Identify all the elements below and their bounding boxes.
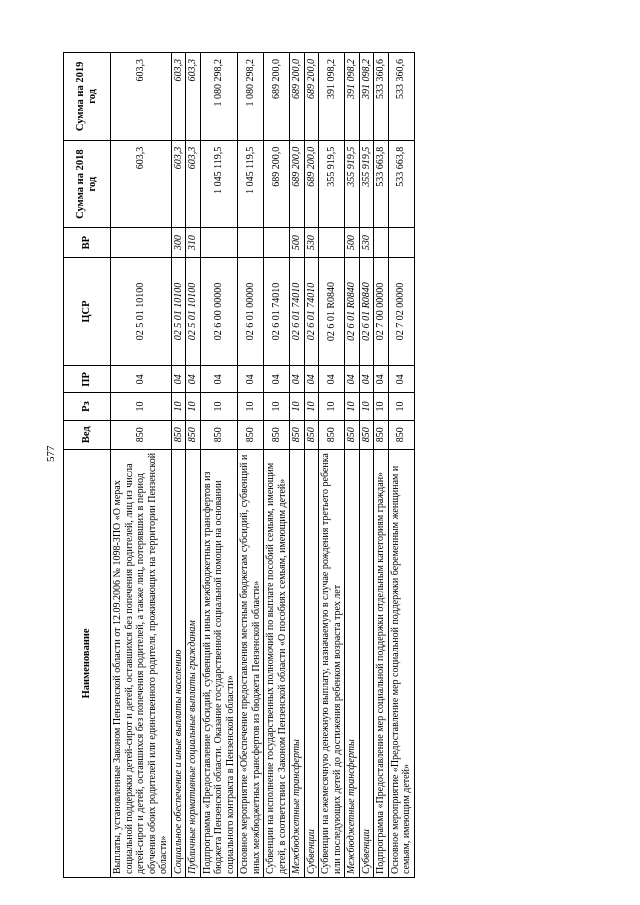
table-row bbox=[186, 53, 201, 878]
cell-rz: 10 bbox=[111, 393, 172, 420]
cell-sum-2018: 355 919,5 bbox=[345, 140, 360, 228]
cell-name: Подпрограмма «Предоставление субсидий, субвенций и иных межбюджетных трансфертов из бюджета Пензенской области. Оказание государственной социальной помощи на основании социального контракта в Пензенской области» bbox=[200, 449, 238, 877]
cell-ved: 850 bbox=[264, 420, 290, 449]
cell-name: Подпрограмма «Предоставление мер социальной поддержки отдельным категориям граждан» bbox=[374, 449, 389, 877]
cell-sum-2019: 533 360,6 bbox=[388, 53, 414, 141]
table-header-row bbox=[64, 53, 111, 878]
table-row bbox=[388, 53, 414, 878]
cell-vr: 500 bbox=[290, 228, 305, 257]
cell-name: Межбюджетные трансферты bbox=[290, 449, 305, 877]
cell-pr: 04 bbox=[388, 366, 414, 393]
rotated-table-wrap bbox=[63, 52, 415, 878]
cell-vr bbox=[264, 228, 290, 257]
table-row bbox=[290, 53, 305, 878]
cell-name: Публичные нормативные социальные выплаты гражданам bbox=[186, 449, 201, 877]
cell-name: Субвенции bbox=[304, 449, 319, 877]
header-pr: ПР bbox=[64, 366, 111, 393]
cell-pr: 04 bbox=[345, 366, 360, 393]
cell-sum-2018: 355 919,5 bbox=[359, 140, 374, 228]
cell-sum-2019: 603,3 bbox=[171, 53, 186, 141]
cell-csr: 02 6 01 74010 bbox=[290, 257, 305, 366]
cell-rz: 10 bbox=[374, 393, 389, 420]
cell-sum-2019: 533 360,6 bbox=[374, 53, 389, 141]
cell-pr: 04 bbox=[319, 366, 345, 393]
table-row bbox=[264, 53, 290, 878]
cell-sum-2019: 689 200,0 bbox=[264, 53, 290, 141]
cell-rz: 10 bbox=[264, 393, 290, 420]
cell-vr bbox=[388, 228, 414, 257]
cell-vr: 310 bbox=[186, 228, 201, 257]
cell-pr: 04 bbox=[359, 366, 374, 393]
cell-ved: 850 bbox=[238, 420, 264, 449]
cell-sum-2019: 689 200,0 bbox=[304, 53, 319, 141]
cell-csr: 02 6 01 R0840 bbox=[319, 257, 345, 366]
cell-vr bbox=[319, 228, 345, 257]
header-sum-2019: Сумма на 2019 год bbox=[64, 53, 111, 141]
cell-sum-2019: 689 200,0 bbox=[290, 53, 305, 141]
cell-sum-2018: 603,3 bbox=[111, 140, 172, 228]
table-row bbox=[171, 53, 186, 878]
table-row bbox=[319, 53, 345, 878]
cell-rz: 10 bbox=[319, 393, 345, 420]
cell-name: Субвенции на исполнение государственных полномочий по выплате пособий семьям, имеющим детей, в соответствии с Законом Пензенской области «О пособиях семьям, имеющим детей» bbox=[264, 449, 290, 877]
cell-rz: 10 bbox=[345, 393, 360, 420]
cell-name: Основное мероприятие «Обеспечение предоставления местным бюджетам субсидий, субвенций и иных межбюджетных трансфертов из бюджета Пензенской области» bbox=[238, 449, 264, 877]
table-row bbox=[359, 53, 374, 878]
cell-ved: 850 bbox=[171, 420, 186, 449]
cell-pr: 04 bbox=[264, 366, 290, 393]
cell-csr: 02 5 01 10100 bbox=[171, 257, 186, 366]
header-sum-2018: Сумма на 2018 год bbox=[64, 140, 111, 228]
cell-sum-2018: 1 045 119,5 bbox=[238, 140, 264, 228]
header-csr: ЦСР bbox=[64, 257, 111, 366]
cell-vr: 530 bbox=[359, 228, 374, 257]
cell-rz: 10 bbox=[238, 393, 264, 420]
cell-csr: 02 6 00 00000 bbox=[200, 257, 238, 366]
cell-sum-2019: 1 080 298,2 bbox=[200, 53, 238, 141]
cell-rz: 10 bbox=[200, 393, 238, 420]
cell-sum-2018: 533 663,8 bbox=[374, 140, 389, 228]
cell-sum-2018: 603,3 bbox=[186, 140, 201, 228]
cell-sum-2018: 689 200,0 bbox=[264, 140, 290, 228]
cell-rz: 10 bbox=[359, 393, 374, 420]
cell-rz: 10 bbox=[388, 393, 414, 420]
cell-sum-2018: 689 200,0 bbox=[290, 140, 305, 228]
cell-sum-2019: 391 098,2 bbox=[359, 53, 374, 141]
cell-pr: 04 bbox=[304, 366, 319, 393]
cell-csr: 02 6 01 74010 bbox=[304, 257, 319, 366]
cell-ved: 850 bbox=[319, 420, 345, 449]
cell-name: Выплаты, установленные Законом Пензенской области от 12.09.2006 № 1098-ЗПО «О мерах социальной поддержки детей-сирот и детей, оставшихся без попечения родителей, лиц из числа детей-сирот и детей, оставшихся без попечения родителей, а также лиц, потерявших в период обучения обоих родителей или единственного родителя, проживающих на территории Пензенской области» bbox=[111, 449, 172, 877]
cell-ved: 850 bbox=[200, 420, 238, 449]
cell-name: Субвенции на ежемесячную денежную выплату, назначаемую в случае рождения третьего ребенка или последующих детей до достижения ребенком возраста трех лет bbox=[319, 449, 345, 877]
cell-rz: 10 bbox=[304, 393, 319, 420]
cell-sum-2019: 603,3 bbox=[111, 53, 172, 141]
cell-vr: 530 bbox=[304, 228, 319, 257]
cell-vr bbox=[200, 228, 238, 257]
cell-rz: 10 bbox=[171, 393, 186, 420]
cell-csr: 02 5 01 10100 bbox=[186, 257, 201, 366]
cell-name: Субвенции bbox=[359, 449, 374, 877]
cell-rz: 10 bbox=[186, 393, 201, 420]
cell-rz: 10 bbox=[290, 393, 305, 420]
table-row bbox=[111, 53, 172, 878]
header-vr: ВР bbox=[64, 228, 111, 257]
cell-csr: 02 7 02 00000 bbox=[388, 257, 414, 366]
cell-vr: 500 bbox=[345, 228, 360, 257]
cell-ved: 850 bbox=[345, 420, 360, 449]
cell-ved: 850 bbox=[359, 420, 374, 449]
table-row bbox=[200, 53, 238, 878]
cell-vr bbox=[111, 228, 172, 257]
budget-table bbox=[63, 52, 415, 878]
cell-sum-2019: 1 080 298,2 bbox=[238, 53, 264, 141]
cell-sum-2019: 391 098,2 bbox=[345, 53, 360, 141]
cell-csr: 02 6 01 R0840 bbox=[345, 257, 360, 366]
cell-ved: 850 bbox=[290, 420, 305, 449]
cell-csr: 02 6 01 00000 bbox=[238, 257, 264, 366]
cell-csr: 02 6 01 R0840 bbox=[359, 257, 374, 366]
cell-vr bbox=[238, 228, 264, 257]
cell-name: Социальное обеспечение и иные выплаты населению bbox=[171, 449, 186, 877]
cell-pr: 04 bbox=[186, 366, 201, 393]
cell-sum-2019: 603,3 bbox=[186, 53, 201, 141]
cell-name: Межбюджетные трансферты bbox=[345, 449, 360, 877]
cell-sum-2018: 603,3 bbox=[171, 140, 186, 228]
cell-pr: 04 bbox=[200, 366, 238, 393]
header-ved: Вед bbox=[64, 420, 111, 449]
cell-sum-2018: 1 045 119,5 bbox=[200, 140, 238, 228]
cell-vr bbox=[374, 228, 389, 257]
cell-ved: 850 bbox=[374, 420, 389, 449]
header-name: Наименование bbox=[64, 449, 111, 877]
cell-ved: 850 bbox=[186, 420, 201, 449]
table-row bbox=[374, 53, 389, 878]
cell-ved: 850 bbox=[304, 420, 319, 449]
cell-pr: 04 bbox=[238, 366, 264, 393]
cell-csr: 02 5 01 10100 bbox=[111, 257, 172, 366]
cell-sum-2018: 533 663,8 bbox=[388, 140, 414, 228]
cell-ved: 850 bbox=[111, 420, 172, 449]
page-number: 577 bbox=[45, 445, 57, 462]
table-row bbox=[304, 53, 319, 878]
cell-pr: 04 bbox=[374, 366, 389, 393]
cell-csr: 02 7 00 00000 bbox=[374, 257, 389, 366]
cell-name: Основное мероприятие «Предоставление мер социальной поддержки беременным женщинам и семьям, имеющим детей» bbox=[388, 449, 414, 877]
table-row bbox=[238, 53, 264, 878]
cell-sum-2018: 689 200,0 bbox=[304, 140, 319, 228]
header-rz: Рз bbox=[64, 393, 111, 420]
cell-ved: 850 bbox=[388, 420, 414, 449]
cell-pr: 04 bbox=[290, 366, 305, 393]
table-row bbox=[345, 53, 360, 878]
cell-csr: 02 6 01 74010 bbox=[264, 257, 290, 366]
cell-sum-2019: 391 098,2 bbox=[319, 53, 345, 141]
cell-vr: 300 bbox=[171, 228, 186, 257]
cell-pr: 04 bbox=[171, 366, 186, 393]
cell-pr: 04 bbox=[111, 366, 172, 393]
cell-sum-2018: 355 919,5 bbox=[319, 140, 345, 228]
